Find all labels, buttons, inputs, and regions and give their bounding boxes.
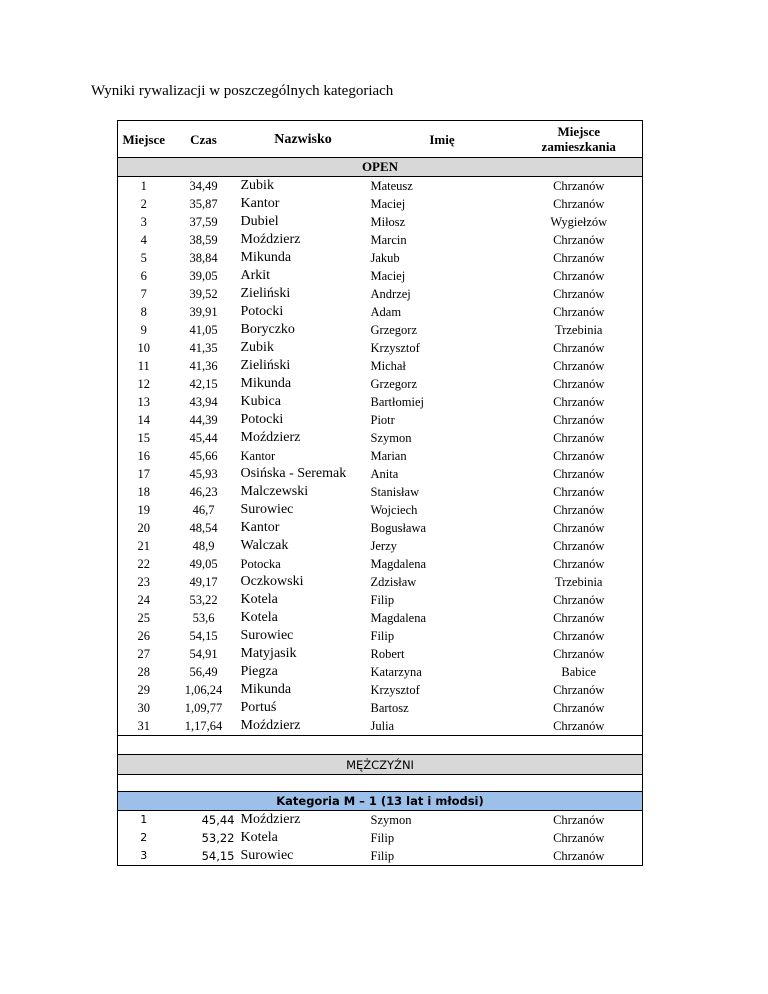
firstname-cell: Marian bbox=[370, 449, 407, 463]
surname-cell: Surowiec bbox=[240, 628, 294, 643]
place-cell: 12 bbox=[118, 375, 170, 393]
page-title: Wyniki rywalizacji w poszczególnych kategoriach bbox=[91, 83, 394, 99]
firstname-cell: Krzysztof bbox=[370, 683, 420, 697]
place-cell: 3 bbox=[118, 847, 170, 866]
place-cell: 10 bbox=[118, 339, 170, 357]
surname-cell: Potocki bbox=[240, 304, 284, 319]
surname-cell: Oczkowski bbox=[240, 574, 304, 589]
firstname-cell: Adam bbox=[370, 305, 402, 319]
time-cell: 41,05 bbox=[189, 323, 218, 337]
place-cell: 20 bbox=[118, 519, 170, 537]
table-row bbox=[118, 447, 643, 465]
time-cell: 39,91 bbox=[189, 305, 218, 319]
surname-cell: Mikunda bbox=[240, 250, 292, 265]
time-cell: 38,59 bbox=[189, 233, 218, 247]
residence-cell: Chrzanów bbox=[516, 519, 643, 537]
time-cell: 54,91 bbox=[189, 647, 218, 661]
residence-cell: Chrzanów bbox=[516, 847, 643, 866]
time-cell: 45,44 bbox=[189, 431, 218, 445]
residence-cell: Chrzanów bbox=[516, 591, 643, 609]
firstname-cell: Magdalena bbox=[370, 611, 427, 625]
time-cell: 41,36 bbox=[189, 359, 218, 373]
firstname-cell: Filip bbox=[370, 831, 395, 845]
header-place: Miejsce bbox=[118, 121, 170, 158]
surname-cell: Zieliński bbox=[240, 286, 291, 301]
residence-cell: Chrzanów bbox=[516, 645, 643, 663]
firstname-cell: Robert bbox=[370, 647, 405, 661]
residence-cell: Chrzanów bbox=[516, 483, 643, 501]
surname-cell: Moździerz bbox=[240, 812, 301, 827]
men-section-header bbox=[118, 755, 643, 775]
firstname-cell: Miłosz bbox=[370, 215, 406, 229]
residence-cell: Chrzanów bbox=[516, 627, 643, 645]
residence-cell: Chrzanów bbox=[516, 609, 643, 627]
surname-cell: Boryczko bbox=[240, 322, 295, 337]
firstname-cell: Magdalena bbox=[370, 557, 427, 571]
place-cell: 7 bbox=[118, 285, 170, 303]
table-row bbox=[118, 375, 643, 393]
spacer-row bbox=[118, 736, 643, 755]
time-cell: 1,09,77 bbox=[184, 701, 223, 715]
time-cell: 46,23 bbox=[189, 485, 218, 499]
time-cell: 54,15 bbox=[170, 847, 238, 866]
time-cell: 35,87 bbox=[189, 197, 218, 211]
time-cell: 56,49 bbox=[189, 665, 218, 679]
time-cell: 41,35 bbox=[189, 341, 218, 355]
time-cell: 1,06,24 bbox=[184, 683, 223, 697]
spacer-row bbox=[118, 775, 643, 792]
place-cell: 1 bbox=[118, 177, 170, 196]
time-cell: 37,59 bbox=[189, 215, 218, 229]
time-cell: 45,44 bbox=[201, 813, 235, 827]
firstname-cell: Marcin bbox=[370, 233, 407, 247]
time-cell: 46,7 bbox=[192, 503, 215, 517]
surname-cell: Zubik bbox=[240, 340, 274, 355]
surname-cell: Walczak bbox=[240, 538, 289, 553]
place-cell: 14 bbox=[118, 411, 170, 429]
table-row bbox=[118, 717, 643, 736]
men-label: MĘŻCZYŹNI bbox=[118, 755, 643, 775]
table-row bbox=[118, 231, 643, 249]
table-row bbox=[118, 249, 643, 267]
firstname-cell: Julia bbox=[369, 717, 516, 736]
surname-cell: Kotela bbox=[240, 610, 278, 625]
residence-cell: Chrzanów bbox=[516, 699, 643, 717]
time-cell: 42,15 bbox=[189, 377, 218, 391]
surname-cell: Moździerz bbox=[240, 232, 301, 247]
table-row bbox=[118, 645, 643, 663]
firstname-cell: Andrzej bbox=[370, 287, 411, 301]
residence-cell: Trzebinia bbox=[516, 321, 643, 339]
surname-cell: Kotela bbox=[240, 830, 278, 845]
residence-cell: Chrzanów bbox=[516, 195, 643, 213]
firstname-cell: Maciej bbox=[370, 197, 406, 211]
header-firstname: Imię bbox=[369, 121, 516, 158]
firstname-cell: Szymon bbox=[370, 431, 412, 445]
table-row bbox=[118, 303, 643, 321]
time-cell: 48,9 bbox=[192, 539, 215, 553]
table-row bbox=[118, 267, 643, 285]
results-table bbox=[117, 120, 643, 866]
surname-cell: Piegza bbox=[240, 664, 278, 679]
table-row bbox=[118, 393, 643, 411]
residence-cell: Chrzanów bbox=[516, 717, 643, 736]
time-cell: 53,22 bbox=[189, 593, 218, 607]
table-row bbox=[118, 811, 643, 830]
firstname-cell: Mateusz bbox=[370, 179, 413, 193]
residence-cell: Chrzanów bbox=[516, 303, 643, 321]
surname-cell: Portuś bbox=[240, 700, 277, 715]
place-cell: 29 bbox=[118, 681, 170, 699]
surname-cell: Kotela bbox=[240, 592, 278, 607]
firstname-cell: Wojciech bbox=[370, 503, 418, 517]
surname-cell: Osińska - Seremak bbox=[240, 466, 347, 481]
surname-cell: Kantor bbox=[240, 196, 280, 211]
residence-cell: Wygiełzów bbox=[516, 213, 643, 231]
table-header-row bbox=[118, 121, 643, 158]
surname-cell: Kantor bbox=[240, 449, 276, 463]
header-surname: Nazwisko bbox=[238, 121, 369, 158]
time-cell: 54,15 bbox=[189, 629, 218, 643]
surname-cell: Malczewski bbox=[240, 484, 309, 499]
residence-cell: Chrzanów bbox=[516, 447, 643, 465]
header-residence-line2: zamieszkania bbox=[541, 139, 616, 154]
place-cell: 18 bbox=[118, 483, 170, 501]
place-cell: 16 bbox=[118, 447, 170, 465]
place-cell: 2 bbox=[118, 829, 170, 847]
surname-cell: Kantor bbox=[240, 520, 280, 535]
table-row bbox=[118, 681, 643, 699]
place-cell: 25 bbox=[118, 609, 170, 627]
residence-cell: Chrzanów bbox=[516, 177, 643, 196]
residence-cell: Chrzanów bbox=[516, 393, 643, 411]
firstname-cell: Grzegorz bbox=[370, 377, 417, 391]
surname-cell: Kubica bbox=[240, 394, 281, 409]
time-cell: 44,39 bbox=[189, 413, 218, 427]
residence-cell: Chrzanów bbox=[516, 411, 643, 429]
residence-cell: Chrzanów bbox=[516, 429, 643, 447]
residence-cell: Chrzanów bbox=[516, 231, 643, 249]
residence-cell: Chrzanów bbox=[516, 681, 643, 699]
open-section-header bbox=[118, 158, 643, 177]
table-row bbox=[118, 177, 643, 196]
place-cell: 4 bbox=[118, 231, 170, 249]
residence-cell: Chrzanów bbox=[516, 249, 643, 267]
firstname-cell: Maciej bbox=[370, 269, 406, 283]
place-cell: 13 bbox=[118, 393, 170, 411]
residence-cell: Chrzanów bbox=[516, 829, 643, 847]
place-cell: 11 bbox=[118, 357, 170, 375]
firstname-cell: Bartosz bbox=[370, 701, 409, 715]
time-cell: 53,6 bbox=[192, 611, 215, 625]
residence-cell: Chrzanów bbox=[516, 267, 643, 285]
firstname-cell: Michał bbox=[370, 359, 406, 373]
table-row bbox=[118, 609, 643, 627]
header-residence bbox=[516, 121, 643, 158]
surname-cell: Surowiec bbox=[238, 847, 369, 866]
residence-cell: Chrzanów bbox=[516, 501, 643, 519]
surname-cell: Potocka bbox=[240, 557, 281, 571]
table-row bbox=[118, 411, 643, 429]
firstname-cell: Piotr bbox=[370, 413, 395, 427]
place-cell: 17 bbox=[118, 465, 170, 483]
table-row bbox=[118, 537, 643, 555]
table-row bbox=[118, 519, 643, 537]
table-row bbox=[118, 573, 643, 591]
place-cell: 24 bbox=[118, 591, 170, 609]
surname-cell: Moździerz bbox=[240, 430, 301, 445]
surname-cell: Mikunda bbox=[240, 682, 292, 697]
surname-cell: Matyjasik bbox=[240, 646, 297, 661]
time-cell: 34,49 bbox=[189, 179, 218, 193]
place-cell: 6 bbox=[118, 267, 170, 285]
surname-cell: Surowiec bbox=[240, 502, 294, 517]
residence-cell: Chrzanów bbox=[516, 285, 643, 303]
firstname-cell: Filip bbox=[370, 593, 395, 607]
place-cell: 3 bbox=[118, 213, 170, 231]
place-cell: 26 bbox=[118, 627, 170, 645]
time-cell: 39,05 bbox=[189, 269, 218, 283]
firstname-cell: Filip bbox=[369, 847, 516, 866]
table-row bbox=[118, 829, 643, 847]
table-row bbox=[118, 501, 643, 519]
surname-cell: Dubiel bbox=[240, 214, 279, 229]
residence-cell: Chrzanów bbox=[516, 537, 643, 555]
place-cell: 21 bbox=[118, 537, 170, 555]
table-row bbox=[118, 627, 643, 645]
firstname-cell: Filip bbox=[370, 629, 395, 643]
table-row bbox=[118, 555, 643, 573]
table-row bbox=[118, 321, 643, 339]
place-cell: 22 bbox=[118, 555, 170, 573]
time-cell: 49,17 bbox=[189, 575, 218, 589]
residence-cell: Chrzanów bbox=[516, 465, 643, 483]
place-cell: 19 bbox=[118, 501, 170, 519]
residence-cell: Chrzanów bbox=[516, 357, 643, 375]
table-row bbox=[118, 285, 643, 303]
surname-cell: Zubik bbox=[240, 178, 274, 193]
surname-cell: Mikunda bbox=[240, 376, 292, 391]
place-cell: 8 bbox=[118, 303, 170, 321]
place-cell: 1 bbox=[118, 811, 170, 830]
table-row bbox=[118, 339, 643, 357]
time-cell: 43,94 bbox=[189, 395, 218, 409]
residence-cell: Trzebinia bbox=[516, 573, 643, 591]
place-cell: 30 bbox=[118, 699, 170, 717]
surname-cell: Moździerz bbox=[238, 717, 369, 736]
time-cell: 45,93 bbox=[189, 467, 218, 481]
table-row bbox=[118, 429, 643, 447]
table-row bbox=[118, 195, 643, 213]
time-cell: 1,17,64 bbox=[170, 717, 238, 736]
place-cell: 15 bbox=[118, 429, 170, 447]
firstname-cell: Zdzisław bbox=[370, 575, 417, 589]
place-cell: 27 bbox=[118, 645, 170, 663]
firstname-cell: Bogusława bbox=[370, 521, 427, 535]
residence-cell: Babice bbox=[516, 663, 643, 681]
table-row bbox=[118, 483, 643, 501]
place-cell: 28 bbox=[118, 663, 170, 681]
header-time: Czas bbox=[170, 121, 238, 158]
time-cell: 48,54 bbox=[189, 521, 218, 535]
table-row bbox=[118, 591, 643, 609]
table-row bbox=[118, 847, 643, 866]
table-row bbox=[118, 699, 643, 717]
residence-cell: Chrzanów bbox=[516, 375, 643, 393]
time-cell: 45,66 bbox=[189, 449, 218, 463]
surname-cell: Potocki bbox=[240, 412, 284, 427]
surname-cell: Zieliński bbox=[240, 358, 291, 373]
firstname-cell: Jerzy bbox=[370, 539, 397, 553]
firstname-cell: Katarzyna bbox=[370, 665, 422, 679]
table-row bbox=[118, 357, 643, 375]
table-row bbox=[118, 213, 643, 231]
place-cell: 31 bbox=[118, 717, 170, 736]
time-cell: 39,52 bbox=[189, 287, 218, 301]
firstname-cell: Jakub bbox=[370, 251, 400, 265]
place-cell: 2 bbox=[118, 195, 170, 213]
category-header bbox=[118, 792, 643, 811]
header-residence-line1: Miejsce bbox=[557, 124, 601, 139]
residence-cell: Chrzanów bbox=[516, 555, 643, 573]
time-cell: 49,05 bbox=[189, 557, 218, 571]
time-cell: 53,22 bbox=[201, 831, 235, 845]
firstname-cell: Szymon bbox=[370, 813, 412, 827]
place-cell: 9 bbox=[118, 321, 170, 339]
surname-cell: Arkit bbox=[240, 268, 271, 283]
firstname-cell: Anita bbox=[370, 467, 399, 481]
time-cell: 38,84 bbox=[189, 251, 218, 265]
place-cell: 23 bbox=[118, 573, 170, 591]
firstname-cell: Stanisław bbox=[370, 485, 420, 499]
table-row bbox=[118, 465, 643, 483]
open-label: OPEN bbox=[118, 158, 643, 177]
residence-cell: Chrzanów bbox=[516, 339, 643, 357]
firstname-cell: Krzysztof bbox=[370, 341, 420, 355]
table-row bbox=[118, 663, 643, 681]
firstname-cell: Grzegorz bbox=[370, 323, 417, 337]
firstname-cell: Bartłomiej bbox=[370, 395, 424, 409]
place-cell: 5 bbox=[118, 249, 170, 267]
residence-cell: Chrzanów bbox=[516, 811, 643, 830]
category-label: Kategoria M – 1 (13 lat i młodsi) bbox=[118, 792, 643, 811]
